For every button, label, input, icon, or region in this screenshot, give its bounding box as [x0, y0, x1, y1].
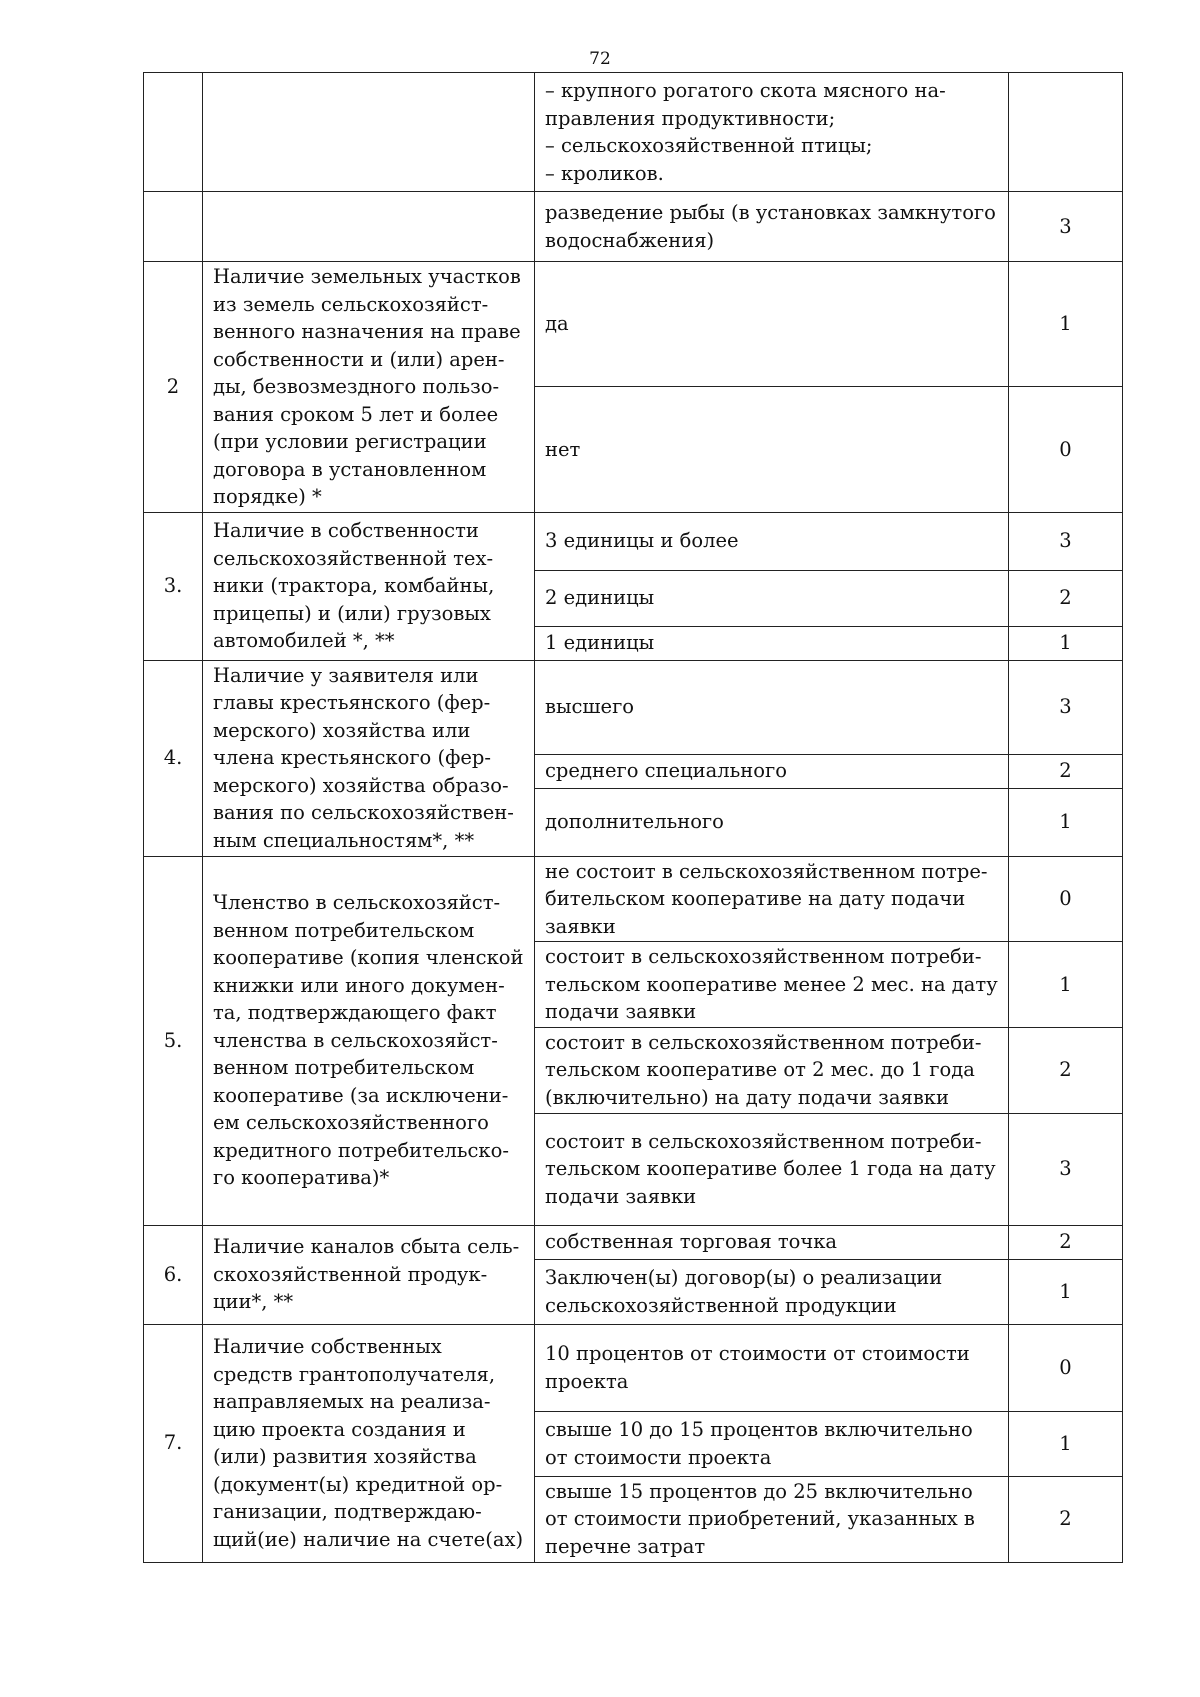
option-cell: разведение рыбы (в установках замкнутого водоснабжения): [535, 192, 1009, 262]
row-number-cell: 6.: [144, 1225, 203, 1324]
score-cell: 1: [1009, 626, 1123, 660]
option-cell: свыше 10 до 15 процентов включительно от стоимости проекта: [535, 1411, 1009, 1476]
score-cell: [1009, 73, 1123, 192]
row-number-cell: [144, 73, 203, 192]
page-number: 72: [589, 49, 611, 69]
list-line: правления продуктивности;: [545, 106, 836, 130]
score-cell: 2: [1009, 570, 1123, 626]
table-row: [144, 262, 1123, 387]
criterion-cell: Наличие в собственности сельскохозяйственной тех-ники (трактора, комбайны, прицепы) и (или) грузовых автомобилей *, **: [203, 512, 535, 660]
score-cell: 2: [1009, 1225, 1123, 1259]
list-line: – крупного рогатого скота мясного на-: [545, 79, 946, 102]
option-cell: да: [535, 262, 1009, 387]
option-cell: 2 единицы: [535, 570, 1009, 626]
score-cell: 1: [1009, 788, 1123, 856]
option-cell: не состоит в сельскохозяйственном потре-бительском кооперативе на дату подачи заявки: [535, 856, 1009, 942]
criterion-cell: [203, 192, 535, 262]
option-cell: высшего: [535, 660, 1009, 754]
score-cell: 2: [1009, 754, 1123, 788]
score-cell: 3: [1009, 512, 1123, 570]
row-number-cell: 7.: [144, 1324, 203, 1562]
score-cell: 1: [1009, 942, 1123, 1028]
option-cell: среднего специального: [535, 754, 1009, 788]
score-cell: 1: [1009, 1411, 1123, 1476]
option-cell: дополнительного: [535, 788, 1009, 856]
score-cell: 3: [1009, 660, 1123, 754]
livestock-list-cell: [535, 73, 1009, 192]
criteria-table: [143, 72, 1123, 1563]
score-cell: 0: [1009, 1324, 1123, 1411]
option-cell: состоит в сельскохозяйственном потреби-тельском кооперативе более 1 года на дату подачи заявки: [535, 1113, 1009, 1225]
table-row: [144, 660, 1123, 754]
row-number-cell: 2: [144, 262, 203, 513]
option-cell: собственная торговая точка: [535, 1225, 1009, 1259]
table-row: [144, 1225, 1123, 1259]
option-cell: нет: [535, 387, 1009, 512]
option-cell: состоит в сельскохозяйственном потреби-тельском кооперативе менее 2 мес. на дату подачи заявки: [535, 942, 1009, 1028]
score-cell: 0: [1009, 856, 1123, 942]
criterion-cell: Наличие каналов сбыта сель-скохозяйственной продук-ции*, **: [203, 1225, 535, 1324]
table-row: [144, 192, 1123, 262]
score-cell: 3: [1009, 1113, 1123, 1225]
option-cell: свыше 15 процентов до 25 включительно от стоимости приобретений, указанных в перечне затрат: [535, 1476, 1009, 1562]
row-number-cell: [144, 192, 203, 262]
criterion-cell: Наличие у заявителя или главы крестьянского (фер-мерского) хозяйства или члена крестьянского (фер-мерского) хозяйства образо-вания по сельскохозяйствен-ным специальностям*, **: [203, 660, 535, 856]
score-cell: 3: [1009, 192, 1123, 262]
row-number-cell: 5.: [144, 856, 203, 1225]
score-cell: 1: [1009, 262, 1123, 387]
criterion-cell: Наличие земельных участков из земель сельскохозяйст-венного назначения на праве собственности и (или) арен-ды, безвозмездного пользо-вания сроком 5 лет и более (при условии регистрации договора в установленном порядке) *: [203, 262, 535, 513]
score-cell: 0: [1009, 387, 1123, 512]
list-line: – кроликов.: [545, 161, 664, 185]
option-cell: 3 единицы и более: [535, 512, 1009, 570]
table-row: [144, 512, 1123, 570]
option-cell: Заключен(ы) договор(ы) о реализации сельскохозяйственной продукции: [535, 1259, 1009, 1324]
criterion-cell: Наличие собственных средств грантополучателя, направляемых на реализа-цию проекта создания и (или) развития хозяйства (документ(ы) кредитной ор-ганизации, подтверждаю-щий(ие) наличие на счете(ах): [203, 1324, 535, 1562]
table-row: [144, 1324, 1123, 1411]
criterion-cell: [203, 73, 535, 192]
criterion-cell: Членство в сельскохозяйст-венном потребительском кооперативе (копия членской книжки или иного докумен-та, подтверждающего факт членства в сельскохозяйст-венном потребительском кооперативе (за исключени-ем сельскохозяйственного кредитного потребительско-го кооператива)*: [203, 856, 535, 1225]
score-cell: 2: [1009, 1027, 1123, 1113]
score-cell: 1: [1009, 1259, 1123, 1324]
option-cell: 10 процентов от стоимости от стоимости проекта: [535, 1324, 1009, 1411]
list-line: – сельскохозяйственной птицы;: [545, 134, 873, 157]
table-row: [144, 73, 1123, 192]
row-number-cell: 3.: [144, 512, 203, 660]
option-cell: 1 единицы: [535, 626, 1009, 660]
row-number-cell: 4.: [144, 660, 203, 856]
option-cell: состоит в сельскохозяйственном потреби-тельском кооперативе от 2 мес. до 1 года (включительно) на дату подачи заявки: [535, 1027, 1009, 1113]
score-cell: 2: [1009, 1476, 1123, 1562]
table-row: [144, 856, 1123, 942]
